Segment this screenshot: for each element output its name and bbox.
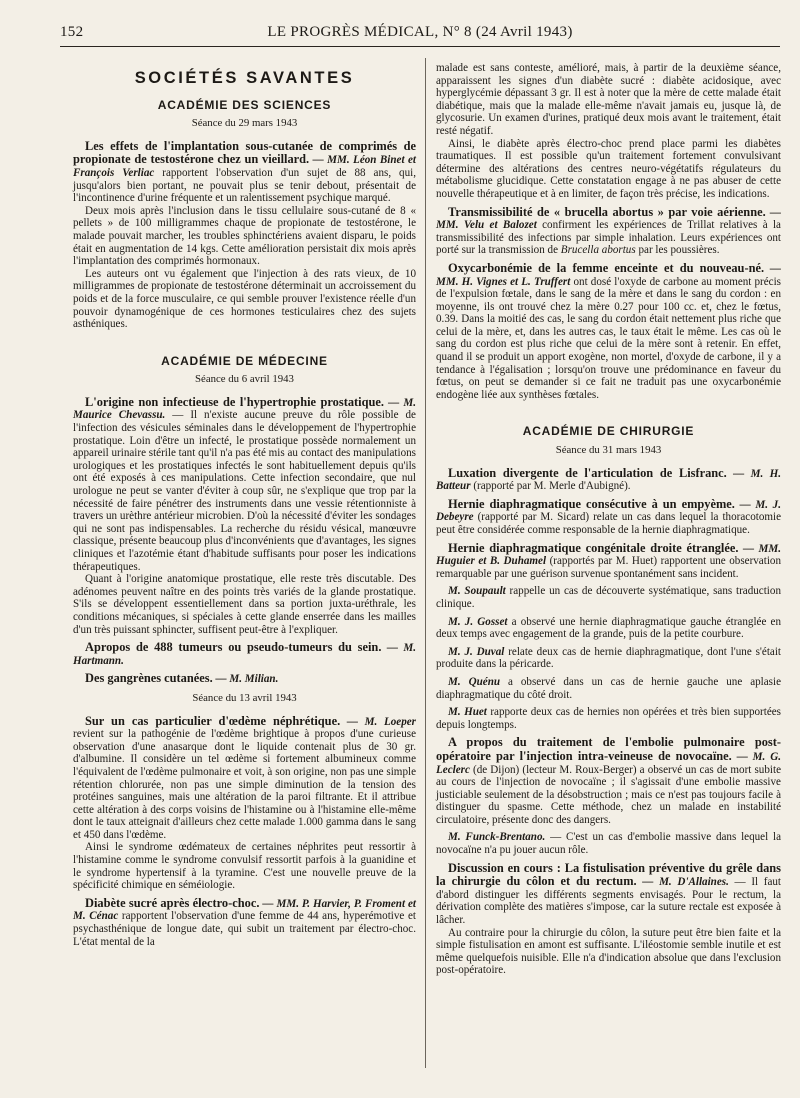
article-text: rapporte deux cas de hernies non opérées et très bien supportées depuis longtemps. [436, 706, 781, 731]
paragraph: Au contraire pour la chirurgie du côlon, la suture peut être bien faite et la simple fistulisation en amont est suffisante. L'iléostomie semble inutile et est même quelquefois nuisible. Elle n'a d'indication absolue que dans l'exclusion post-opératoire. [436, 926, 781, 977]
page-number: 152 [60, 24, 84, 40]
discussion-duval [436, 646, 781, 671]
paragraph: Deux mois après l'inclusion dans le tissu cellulaire sous-cutané de 8 « pellets » de 100 milligrammes chaque de propionate de testostérone, le malade pouvait marcher, les troubles sphinctériens avaient disparu, le poids était en augmentation de 14 kgs. Cette amélioration persistait dix mois après l'implantation des comprimés hormonaux. [73, 204, 416, 268]
column-divider [425, 58, 426, 1068]
article-hernie-empyeme [436, 498, 781, 537]
article-authors: — M. H. Batteur [436, 467, 781, 493]
article-text: (rapporté par M. Sicard) relate un cas dans lequel la thoracotomie peut être considérée comme responsable de la hernie diaphragmatique. [436, 511, 782, 536]
article-text: — C'est un cas d'embolie massive dans lequel la novocaïne n'a pu jouer aucun rôle. [436, 831, 781, 857]
article-title: Les effets de l'implantation sous-cutanée de comprimés de propionate de testostérone chez un vieillard. [73, 138, 416, 167]
article-diabete [73, 897, 416, 948]
article-gangrenes [73, 672, 416, 686]
session-date: Séance du 29 mars 1943 [191, 117, 298, 130]
article-authors: — M. D'Allaines. [642, 876, 729, 889]
article-title: Diabète sucré après électro-choc. [85, 895, 260, 910]
paragraph: Quant à l'origine anatomique prostatique, elle reste très discutable. Des adénomes peuvent naître en des points très variés de la glande prostatique. S'ils se développent essentiellement dans sa portion juxta-uréthrale, les conditions mécaniques, si spéciales à cette glande enserrée dans les mailles d'un très puissant sphincter, suffisent peut-être à l'expliquer. [73, 573, 416, 636]
paragraph: Les auteurs ont vu également que l'injection à des rats vieux, de 10 milligrammes de propionate de testostérone déterminait un accroissement du poids et de la force musculaire, ce qui semble prouver l'existence réelle d'un pouvoir dynamogénique de ces hormones testiculaires chez des sujets asthéniques. [73, 267, 416, 331]
article-sein [73, 641, 416, 667]
discussion-gosset [436, 616, 781, 641]
article-oxycarbonemie [436, 262, 781, 402]
article-title: Hernie diaphragmatique congénitale droite étranglée. [448, 540, 739, 555]
article-text: rapportent l'observation d'un sujet de 88 ans, qui, jusqu'alors bien portant, ne pouvait plus se tenir debout, présentait de l'incontinence d'urine fréquente et un ralentissement psychique marqué. [73, 166, 417, 205]
article-title: Hernie diaphragmatique consécutive à un empyème. [448, 496, 735, 511]
article-authors: — M. Milian. [215, 673, 279, 686]
speaker: M. Soupault [448, 585, 506, 598]
article-authors: — MM. H. Vignes et L. Truffert [436, 262, 781, 288]
article-title: A propos du traitement de l'embolie pulmonaire post-opératoire par l'injection intra-veineuse de novocaïne. [436, 735, 781, 763]
speaker: M. Quénu [448, 675, 501, 688]
session-date: Séance du 13 avril 1943 [192, 691, 297, 704]
article-oedeme [73, 715, 416, 842]
paragraph: malade est sans conteste, amélioré, mais, à partir de la deuxième séance, apparaissent les signes d'un diabète sucré : diabète acidosique, avec hyperglycémie dépassant 3 gr. Il est à noter que la mère de cette malade était diabétique, mais que la malade elle-même n'avait jamais eu, jusque là, de glycosurie. Un examen d'urines, pratiqué deux mois avant le traitement, était resté négatif. [436, 62, 781, 137]
article-lisfranc [436, 467, 781, 493]
session-date: Séance du 6 avril 1943 [195, 373, 294, 386]
article-authors: — M. Maurice Chevassu. [73, 396, 417, 422]
article-authors: — M. J. Debeyre [436, 498, 781, 524]
running-title: LE PROGRÈS MÉDICAL, N° 8 (24 Avril 1943) [267, 24, 573, 40]
article-brucella [436, 206, 781, 257]
article-text: ont dosé l'oxyde de carbone au moment précis de l'expulsion fœtale, dans le sang de la mère et dans le sang du cordon : en moyenne, ils ont trouvé chez la mère 0.27 pour 100 cc. et, chez le fœtus, 0.39. Dans la moitié des cas, le sang du cordon était nettement plus riche que celui de la mère, et, dans les autres cas, le taux était le même. Les cas où le sang du cordon est plus riche que celui de la mère sont à retenir. En effet, quand il se produit un apport exogène, non mortel, d'oxyde de carbone, il y a tendance à l'égalisation ; lorsqu'on trouve une prédominance en faveur du fœtus, on peut se demander si ce fait ne traduit pas une oxycarbonémie endogène liée aux synthèses fœtales. [436, 275, 781, 401]
article-title: Discussion en cours : La fistulisation préventive du grêle dans la chirurgie du côlon et du rectum. [436, 860, 781, 889]
article-text: a observé dans un cas de hernie gauche une aplasie diaphragmatique du côté droit. [436, 675, 781, 701]
article-text: — Il n'existe aucune preuve du rôle possible de l'infection des vésicules séminales dans le développement de l'hypertrophie prostatique. Loin d'être un infecté, le prostatique possède normalement un appareil urinaire stérile tant qu'il n'a pas été mis au contact des manipulations urologiques et les prostatiques infectés le sont habituellement depuis qu'ils ont été exposés à ces manipulations. Cette infection secondaire, que nul urologue ne peut se vanter d'éviter à coup sûr, ne s'explique que trop par la nécessité de faire pénétrer des instruments dans une vessie rétentionniste à travers un urèthre antérieur microbien. D'où la nécessité d'éviter les sondages qui ne sont pas indispensables. La recherche du résidu vésical, manœuvre classique, présente beaucoup plus d'inconvénients que d'avantages, les signes cliniques et l'azotémie étant d'habitude suffisants pour poser les indications thérapeutiques. [73, 409, 416, 573]
article-authors: — MM. Huguier et B. Duhamel [436, 542, 781, 568]
article-title: Sur un cas particulier d'œdème néphrétique. [85, 713, 341, 728]
article-text: revient sur la pathogénie de l'œdème brightique à propos d'une curieuse observation d'une anasarque dont le liquide contenait plus de 30 gr. d'albumine. Il considère un tel œdème si fortement albumineux comme l'équivalent de l'œdème pulmonaire et voit, à son origine, non pas une simple rétention chlorurée, non pas une simple diminution de la tension des protéines sanguines, mais une altération de la paroi filtrante. Et il attribue cette altération à des corps voisins de l'histamine ou à l'histamine elle-même dont le taux atteignait d'ailleurs chez cette malade 1.000 gamma dans le sang et 450 dans l'œdème. [73, 728, 416, 841]
article-title: Apropos de 488 tumeurs ou pseudo-tumeurs du sein. [85, 640, 382, 655]
academy-heading-medecine: ACADÉMIE DE MÉDECINE [161, 353, 328, 368]
paragraph: Ainsi, le diabète après électro-choc prend place parmi les diabètes traumatiques. Il est possible qu'un traitement fortement convulsivant détermine des altérations des centres neuro-végétatifs régulateurs du métabolisme glucidique. Cette constatation engage à ne pas abuser de cette nouvelle thérapeutique et à en limiter, de façon très précise, les indications. [436, 137, 781, 200]
article-text: relate deux cas de hernie diaphragmatique, dont l'une s'était produite dans la péricarde. [436, 645, 781, 671]
article-text: par les poussières. [638, 244, 720, 257]
academy-heading-chirurgie: ACADÉMIE DE CHIRURGIE [522, 424, 695, 439]
header-rule [60, 46, 780, 47]
species-name: Brucella abortus [560, 244, 636, 257]
article-authors: — M. Loeper [346, 715, 416, 728]
article-text: — Il faut d'abord distinguer les différents segments envisagés. Pour le rectum, la dérivation complète des matières s'impose, car la suture rectale est exposée à lâcher. [436, 876, 782, 927]
speaker: M. J. Duval [448, 645, 505, 658]
session-date: Séance du 31 mars 1943 [555, 444, 662, 457]
article-text: confirment les expériences de Trillat relatives à la transmissibilité des infections par simple inhalation. Leurs expériences ont porté sur la transmission de [436, 219, 781, 257]
article-hernie-congenitale [436, 542, 781, 581]
speaker: M. Huet [448, 706, 487, 719]
article-title: Luxation divergente de l'articulation de Lisfranc. [448, 465, 727, 480]
article-text: (rapporté par M. Merle d'Aubigné). [473, 480, 631, 493]
article-text: (de Dijon) (lecteur M. Roux-Berger) a observé un cas de mort subite au cours de l'injection de novocaïne ; il s'agissait d'une embolie massive justiciable seulement de la désobstruction ; mais ce n'est pas toujours facile à distinguer du spasme. Cette méthode, chez un malade en instabilité circulatoire, présente donc des dangers. [436, 763, 781, 826]
article-text: a observé une hernie diaphragmatique gauche étranglée en deux temps avec engagement de la grande, puis de la petite courbure. [436, 615, 781, 641]
article-authors: — M. Hartmann. [73, 642, 416, 667]
running-header [60, 22, 780, 44]
discussion-soupault [436, 585, 781, 610]
discussion-huet [436, 706, 781, 731]
left-column [73, 60, 416, 948]
discussion-quenu [436, 676, 781, 701]
article-title: Des gangrènes cutanées. [85, 671, 213, 686]
discussion-funck-brentano [436, 831, 781, 856]
article-fistulisation [436, 862, 781, 927]
article-text: rapportent l'observation d'une femme de 44 ans, hyperémotive et psychasthénique de longue date, qui subit un traitement par électro-choc. L'état mental de la [73, 910, 416, 948]
right-column [436, 62, 781, 977]
article-text: rappelle un cas de découverte systématique, sans traduction clinique. [436, 585, 781, 610]
article-title: L'origine non infectieuse de l'hypertrophie prostatique. [85, 394, 384, 409]
article-text: (rapportés par M. Huet) rapportent une observation remarquable par une guérison survenue spontanément sans incident. [436, 555, 781, 580]
article-authors: — MM. Léon Binet et François Verliac [73, 154, 416, 179]
article-title: Transmissibilité de « brucella abortus » par voie aérienne. [448, 204, 766, 219]
article-authors: — M. G. Leclerc [436, 750, 781, 776]
article-embolie [436, 736, 781, 826]
speaker: M. J. Gosset [448, 615, 508, 628]
article-authors: — MM. Velu et Balozet [436, 206, 782, 232]
section-title: SOCIÉTÉS SAVANTES [134, 69, 355, 87]
academy-heading-sciences: ACADÉMIE DES SCIENCES [157, 97, 332, 112]
speaker: M. Funck-Brentano. [448, 831, 546, 844]
article-authors: — MM. P. Harvier, P. Froment et M. Cénac [73, 897, 416, 923]
article-prostate [73, 396, 416, 573]
article-title: Oxycarbonémie de la femme enceinte et du nouveau-né. [448, 260, 765, 275]
article-testosterone [73, 140, 416, 205]
paragraph: Ainsi le syndrome œdémateux de certaines néphrites peut ressortir à l'histamine comme le syndrome convulsif ressortit parfois à la guanidine et le syndrome hypertensif à la tyramine. C'est une nouvelle preuve de la spécificité chimique en séméiologie. [73, 841, 416, 892]
